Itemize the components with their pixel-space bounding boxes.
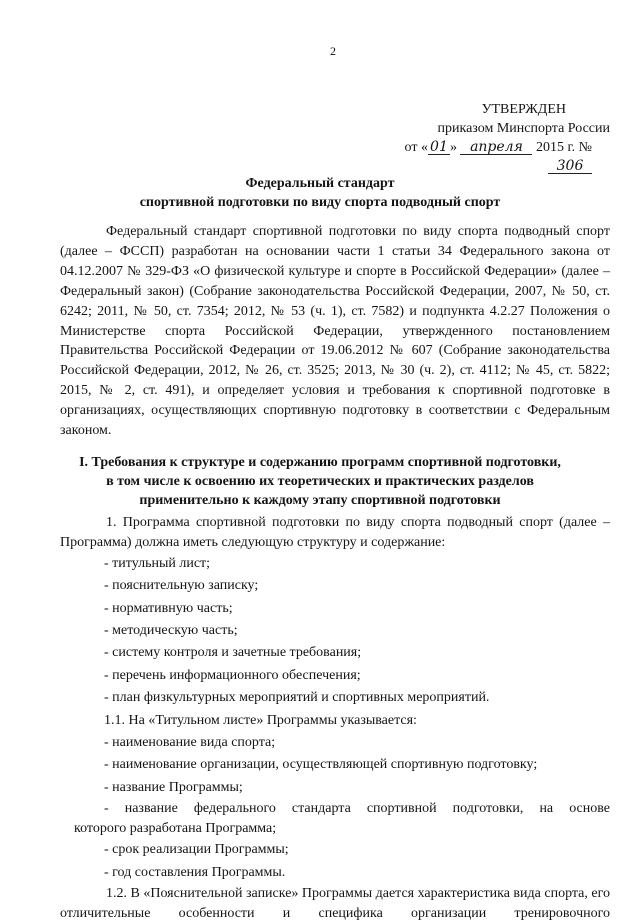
title-page-list-2 xyxy=(60,839,610,884)
list-item: - нормативную часть; xyxy=(104,600,233,616)
approval-title: УТВЕРЖДЕН xyxy=(481,102,566,117)
list-item-continuation: которого разработана Программа; xyxy=(74,821,277,837)
list-item: - наименование вида спорта; xyxy=(104,735,276,751)
page-number: 2 xyxy=(330,44,336,58)
list-item: - систему контроля и зачетные требования; xyxy=(104,645,362,661)
section-1-body xyxy=(60,513,610,924)
list-item: - методическую часть; xyxy=(104,623,238,639)
intro-paragraph: Федеральный стандарт спортивной подготовки по виду спорта подводный спорт (далее – ФССП) разработан на основании части 1 статьи 34 Федерального закона от 04.12.2007 № 329-ФЗ «О физической культуре и спорте в Российской Федерации» (далее – Федеральный закон) (Собрание законодательства Российской Федерации, 2007, № 50, ст. 6242; 2011, № 50, ст. 7354; 2012, № 53 (ч. 1), ст. 7582) и подпункта 4.2.27 Положения о Министерстве спорта Российской Федерации, утвержденного постановлением Правительства Российской Федерации от 19.06.2012 № 607 (Собрание законодательства Российской Федерации, 2012, № 26, ст. 3525; 2013, № 30 (ч. 2), ст. 4112; № 45, ст. 5822; 2015, № 2, ст. 491), и определяет условия и требования к спортивной подготовке в организациях, осуществляющих спортивную подготовку в соответствии с Федеральным законом. xyxy=(60,224,610,439)
list-item: - наименование организации, осуществляющей спортивную подготовку; xyxy=(104,757,538,773)
approval-order: приказом Минспорта России xyxy=(437,121,610,136)
approval-block xyxy=(370,100,610,176)
list-item: - титульный лист; xyxy=(104,555,211,571)
paragraph-1-1: 1.1. На «Титульном листе» Программы указывается: xyxy=(104,712,417,728)
intro-paragraph-block xyxy=(60,222,610,441)
list-item: - год составления Программы. xyxy=(104,864,286,880)
structure-list xyxy=(60,553,610,710)
list-item: - срок реализации Программы; xyxy=(104,842,289,858)
list-item: - название Программы; xyxy=(104,779,243,795)
handwritten-day: 01 xyxy=(428,140,450,155)
paragraph-1-2: 1.2. В «Пояснительной записке» Программы дается характеристика вида спорта, его отличительные особенности и специфика организации тренировочного xyxy=(60,885,610,921)
handwritten-month: апреля xyxy=(460,140,532,155)
list-item: - название федерального стандарта спортивной подготовки, на основе xyxy=(104,801,610,817)
approval-date-line: от « 01 » апреля 2015 г. № 306 xyxy=(404,139,592,174)
list-item: - пояснительную записку; xyxy=(104,578,259,594)
paragraph-1: 1. Программа спортивной подготовки по виду спорта подводный спорт (далее – Программа) должна иметь следующую структуру и содержание: xyxy=(60,515,610,550)
list-item: - план физкультурных мероприятий и спортивных мероприятий. xyxy=(104,690,490,706)
document-title: Федеральный стандарт спортивной подготовки по виду спорта подводный спорт xyxy=(139,176,501,210)
list-item: - перечень информационного обеспечения; xyxy=(104,667,361,683)
handwritten-number: 306 xyxy=(548,159,592,174)
title-page-list xyxy=(60,732,610,799)
section-1-heading: I. Требования к структуре и содержанию программ спортивной подготовки, в том числе к освоению их теоретических и практических разделов применительно к каждому этапу спортивной подготовки xyxy=(79,455,561,508)
